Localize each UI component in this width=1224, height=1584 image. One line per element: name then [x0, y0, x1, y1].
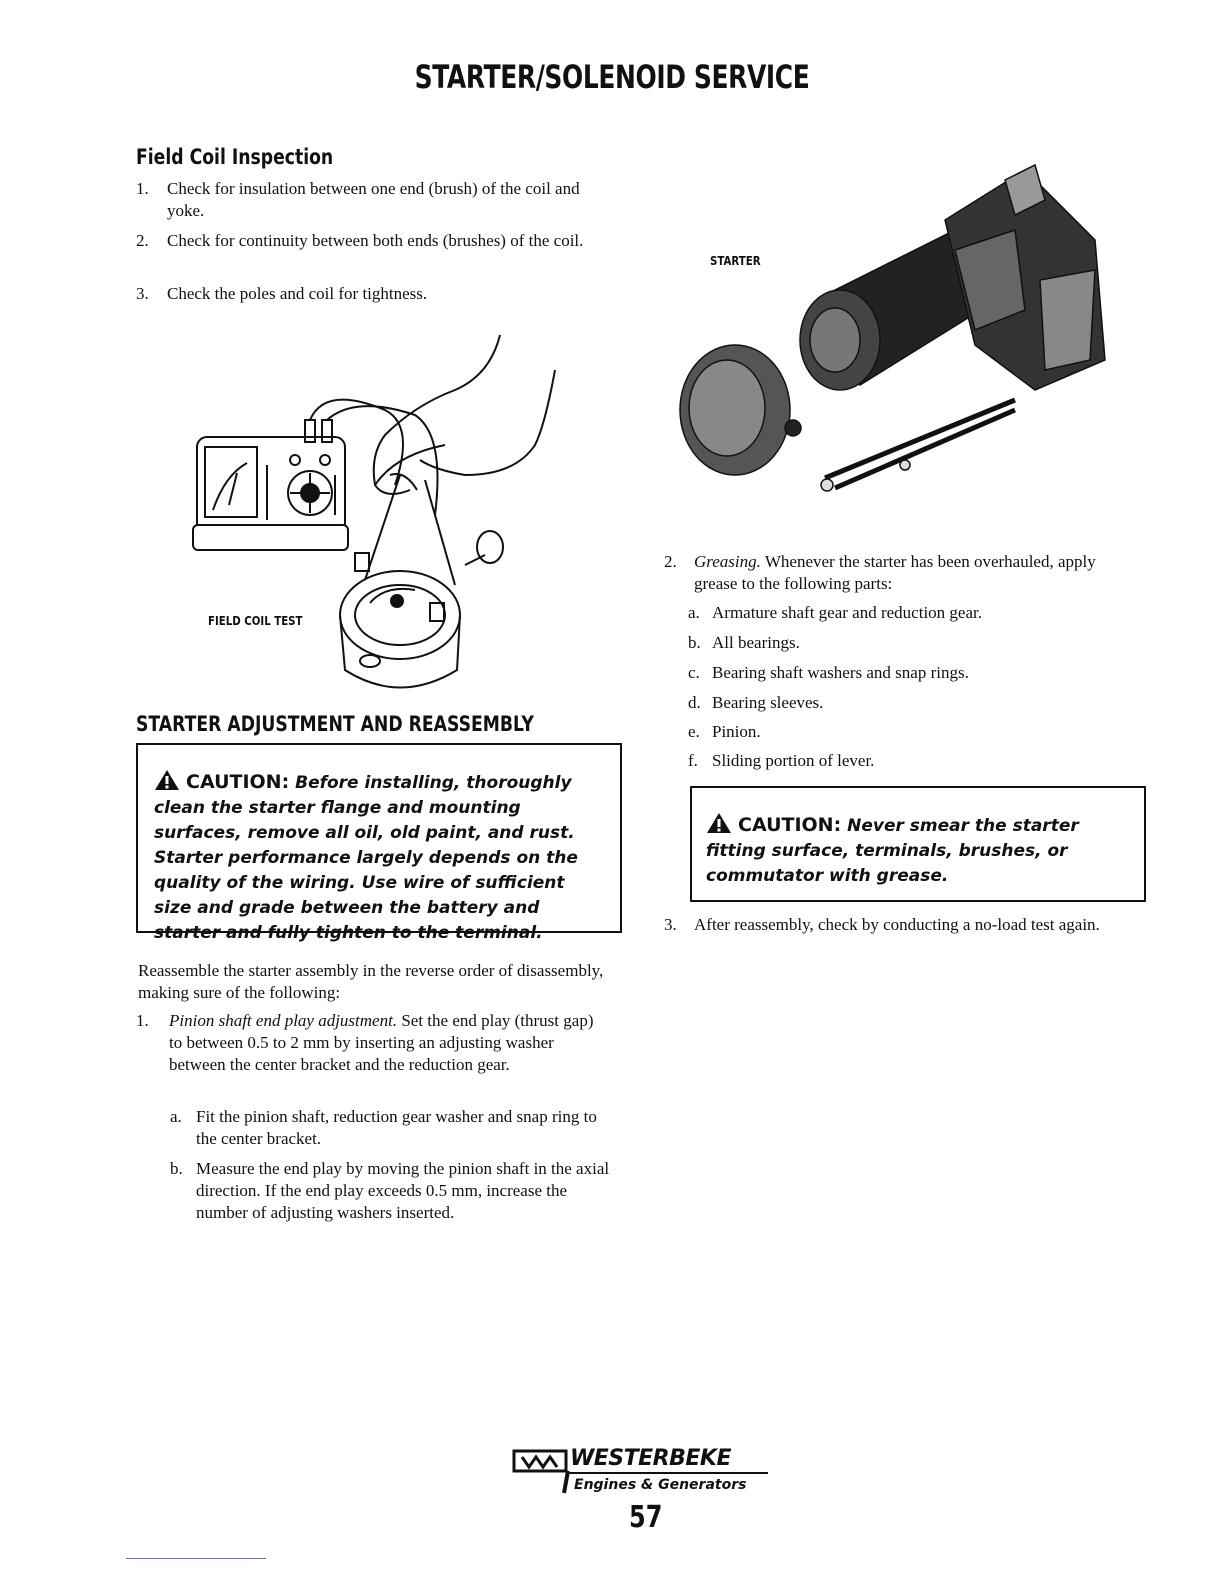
caution-box-install [136, 743, 622, 943]
field-coil-item: 3. Check the poles and coil for tightness. [136, 284, 428, 303]
logo-tagline: Engines & Generators [574, 1477, 747, 1493]
adjustment-heading: STARTER ADJUSTMENT AND REASSEMBLY [136, 712, 534, 736]
greasing-lead: Greasing. [694, 552, 761, 571]
starter-figure-caption: STARTER [710, 254, 761, 268]
starter-illustration [675, 160, 1115, 505]
grease-part-item: d. Bearing sleeves. [688, 693, 824, 712]
reassembly-intro: Reassemble the starter assembly in the reverse order of disassembly, making sure of the following: [138, 961, 604, 1002]
field-coil-figure-caption: FIELD COIL TEST [208, 614, 303, 628]
no-load-test-item: 3. After reassembly, check by conducting a no-load test again. [664, 915, 1100, 934]
greasing-item: 2. Greasing. Whenever the starter has been overhauled, apply grease to the following parts: [664, 552, 1096, 593]
caution-message: Never smear the starter fitting surface, terminals, brushes, or commutator with grease. [706, 816, 1079, 886]
logo-underline [568, 1472, 768, 1474]
page-title: STARTER/SOLENOID SERVICE [414, 58, 810, 96]
pinion-sub-item: a. Fit the pinion shaft, reduction gear washer and snap ring to the center bracket. [170, 1107, 597, 1148]
field-coil-heading: Field Coil Inspection [136, 145, 334, 169]
page-number: 57 [629, 1500, 663, 1535]
pinion-adjustment-item: 1. Pinion shaft end play adjustment. Set the end play (thrust gap) to between 0.5 to 2 mm by inserting an adjusting washer between the center bracket and the reduction gear. [136, 1011, 594, 1074]
warning-triangle-icon [154, 769, 180, 791]
westerbeke-logo-mark-icon [512, 1449, 572, 1495]
field-coil-item: 1. Check for insulation between one end (brush) of the coil and yoke. [136, 179, 580, 220]
caution-label: CAUTION: [738, 814, 842, 836]
field-coil-test-illustration [185, 325, 585, 695]
field-coil-item: 2. Check for continuity between both ends (brushes) of the coil. [136, 231, 584, 250]
grease-part-item: b. All bearings. [688, 633, 800, 652]
warning-triangle-icon [706, 812, 732, 834]
caution-box-grease [690, 786, 1146, 902]
caution-message: Before installing, thoroughly clean the starter flange and mounting surfaces, remove all oil, old paint, and rust. Starter performance largely depends on the quality of the wiring. Use wire of sufficient size and grade between the battery and starter and fully tighten to the terminal. [154, 773, 578, 943]
pinion-adjustment-lead: Pinion shaft end play adjustment. [169, 1011, 398, 1030]
pinion-sub-item: b. Measure the end play by moving the pinion shaft in the axial direction. If the end play exceeds 0.5 mm, increase the number of adjusting washers inserted. [170, 1159, 610, 1222]
westerbeke-logo [512, 1447, 782, 1497]
caution-label: CAUTION: [186, 771, 290, 793]
scan-edge-line [126, 1558, 266, 1559]
logo-brand: WESTERBEKE [570, 1446, 731, 1471]
grease-part-item: f. Sliding portion of lever. [688, 751, 875, 770]
grease-part-item: a. Armature shaft gear and reduction gear. [688, 603, 982, 622]
grease-part-item: e. Pinion. [688, 722, 761, 741]
grease-part-item: c. Bearing shaft washers and snap rings. [688, 663, 969, 682]
